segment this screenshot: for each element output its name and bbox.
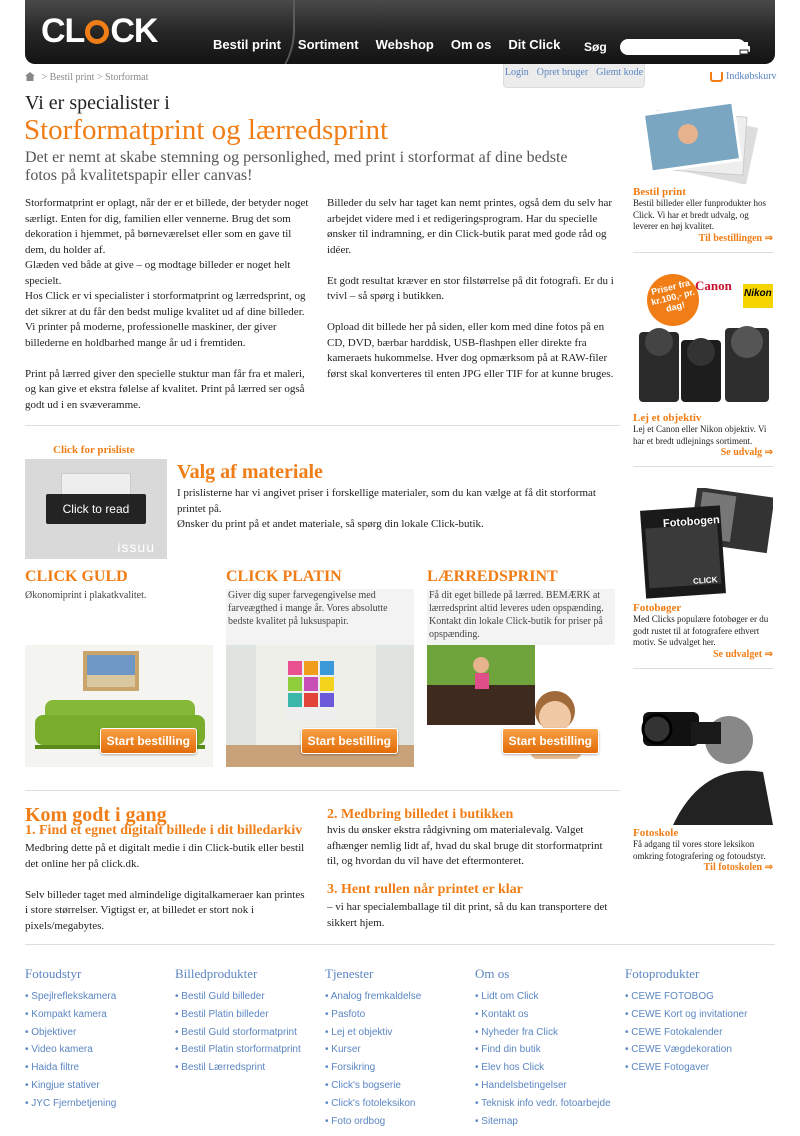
footer-link[interactable]: • Analog fremkaldelse: [325, 988, 475, 1006]
footer-link[interactable]: • Teknisk info vedr. fotoarbejde: [475, 1095, 625, 1113]
divider: [633, 466, 773, 467]
divider: [25, 425, 620, 426]
nikon-logo: Nikon: [744, 288, 772, 299]
step1-p1: Medbring dette på et digitalt medie i din Click-butik eller bestil det online her på click.dk.: [25, 842, 305, 870]
cart-link[interactable]: [710, 71, 777, 82]
footer-link[interactable]: • Haida filtre: [25, 1059, 175, 1077]
arrow-right-icon: ⇒: [764, 447, 773, 458]
product-title: CLICK GULD: [25, 568, 128, 585]
product-desc: Giver dig super farvegengivelse med farveægthed i mange år. Vores absolutte bedste kvalitet på luksuspapir.: [226, 589, 414, 647]
intro-column-1: [25, 196, 313, 429]
footer-link[interactable]: • Forsikring: [325, 1059, 475, 1077]
sidebar-fotoskole: [633, 692, 773, 873]
issuu-logo: issuu: [117, 539, 155, 555]
divider: [633, 668, 773, 669]
material-title: Valg af materiale: [177, 461, 323, 483]
arrow-right-icon: ⇒: [764, 648, 773, 660]
click-to-read-button[interactable]: Click to read: [46, 494, 146, 524]
footer-link[interactable]: • Lidt om Click: [475, 988, 625, 1006]
sidebar-fotoboger: [633, 488, 773, 669]
footer-link[interactable]: • Find din butik: [475, 1041, 625, 1059]
sidebar-link[interactable]: Se udvalg ⇒: [720, 447, 773, 458]
col2-p3: Opload dit billede her på siden, eller kom med dine fotos på en CD, DVD, bærbar harddisk, USB-flashpen eller direkte fra kameraets hukommelse. Hver dog opmærksom på at RAW-filer først skal konverteres til enten JPG eller TIF for at kunne bruges.: [327, 321, 614, 380]
home-icon[interactable]: [25, 72, 35, 81]
col2-p2: Et godt resultat kræver en stor filstørrelse på dit fotografi. Er du i tvivl – så spørg i butikken.: [327, 274, 614, 302]
step2-text: hvis du ønsker ekstra rådgivning om materialevalg. Valget afhænger nemlig lidt af, hvad du skal bruge dit storformatprint til, og hvordan du vil have det eftermonteret.: [327, 824, 603, 867]
footer-link[interactable]: • Objektiver: [25, 1024, 175, 1042]
footer-col-fotoudstyr: [25, 966, 175, 1130]
footer-heading: Om os: [475, 966, 510, 981]
footer-link[interactable]: • Pasfoto: [325, 1006, 475, 1024]
printer-icon[interactable]: [737, 41, 751, 55]
product-click-platin: [226, 568, 414, 748]
step2-title: 2. Medbring billedet i butikken: [327, 807, 514, 822]
nav-dit-click[interactable]: Dit Click: [508, 37, 561, 52]
sidebar-photo[interactable]: [633, 270, 773, 410]
footer-link[interactable]: • Kompakt kamera: [25, 1006, 175, 1024]
account-bar: [503, 64, 645, 88]
sidebar-title: Lej et objektiv: [633, 412, 702, 424]
divider: [633, 252, 773, 253]
header-swoosh: [175, 0, 295, 64]
footer-link[interactable]: • Handelsbetingelser: [475, 1077, 625, 1095]
footer-heading: Tjenester: [325, 966, 374, 981]
product-image[interactable]: [427, 645, 615, 767]
footer-link[interactable]: • Kontakt os: [475, 1006, 625, 1024]
footer-link[interactable]: • Video kamera: [25, 1041, 175, 1059]
footer-link[interactable]: • CEWE Vægdekoration: [625, 1041, 775, 1059]
footer-col-om-os: [475, 966, 625, 1130]
footer-heading: Fotoprodukter: [625, 966, 700, 981]
sidebar-title: Bestil print: [633, 186, 686, 198]
step3-text: – vi har specialemballage til dit print, så du kan transportere det sikkert hjem.: [327, 901, 608, 929]
col1-p1c: Hos Click er vi specialister i storformatprint og lærredsprint, og det sikrer at du får den bedst mulige kvalitet ud af dine billeder. Vi printer på moderne, professionelle maskiner, der giver billederne en holdbarhed mange år ud i fremtiden.: [25, 290, 306, 349]
footer-link[interactable]: • Click's fotoleksikon: [325, 1095, 475, 1113]
divider: [25, 790, 620, 791]
step1-text: [25, 841, 308, 934]
footer-link[interactable]: • Bestil Guld billeder: [175, 988, 325, 1006]
step1-p2: Selv billeder taget med almindelige digitalkameraer kan printes i store størrelser. Vigtigst er, at billedet er stort nok i pixels/megabytes.: [25, 888, 305, 932]
product-image[interactable]: [226, 645, 414, 767]
material-text-1: I prislisterne har vi angivet priser i forskellige materialer, som du kan vælge at få dit storformat printet på.: [177, 487, 596, 515]
footer-link[interactable]: • Bestil Platin billeder: [175, 1006, 325, 1024]
sidebar-link[interactable]: Til fotoskolen ⇒: [703, 862, 773, 873]
sidebar-text: Bestil billeder eller funprodukter hos Click. Vi har et bredt udvalg, og leverer en høj kvalitet.: [633, 198, 766, 231]
footer-link[interactable]: • CEWE Fotokalender: [625, 1024, 775, 1042]
breadcrumb: > Bestil print > Storformat: [25, 72, 148, 83]
sidebar-title: Fotobøger: [633, 602, 682, 614]
footer-heading: Fotoudstyr: [25, 966, 82, 981]
price-badge: Priser fra kr.100,- pr. dag!: [650, 277, 696, 314]
footer-link[interactable]: • Foto ordbog: [325, 1113, 475, 1131]
site-footer: [25, 966, 775, 1130]
col1-p1b: Glæden ved både at give – og modtage billeder er noget helt specielt.: [25, 259, 291, 287]
footer-link[interactable]: • Click's bogserie: [325, 1077, 475, 1095]
footer-col-tjenester: [325, 966, 475, 1130]
site-header: [25, 0, 775, 64]
click-logo[interactable]: CL CK: [41, 12, 158, 50]
footer-link[interactable]: • Elev hos Click: [475, 1059, 625, 1077]
intro-column-2: [327, 196, 615, 398]
sidebar-title: Fotoskole: [633, 827, 679, 839]
cart-label: Indkøbskurv: [726, 71, 777, 82]
footer-link[interactable]: • Nyheder fra Click: [475, 1024, 625, 1042]
footer-col-fotoprodukter: [625, 966, 775, 1130]
footer-link[interactable]: • Bestil Guld storformatprint: [175, 1024, 325, 1042]
intro-lead: Det er nemt at skabe stemning og personlighed, med print i storformat af dine bedste fotos på kvalitetspapir eller canvas!: [25, 149, 568, 184]
nav-bestil-print[interactable]: Bestil print: [213, 37, 281, 52]
sidebar-photo[interactable]: [633, 488, 773, 600]
footer-link[interactable]: • Bestil Platin storformatprint: [175, 1041, 325, 1059]
material-text: [177, 486, 597, 533]
product-title: CLICK PLATIN: [226, 568, 342, 585]
footer-link[interactable]: • Kingjue stativer: [25, 1077, 175, 1095]
logo-ring-icon: [85, 20, 109, 44]
sidebar-text: Få adgang til vores store leksikon omkring fotografering og fotoudstyr.: [633, 839, 766, 861]
breadcrumb-bestil-print[interactable]: Bestil print: [49, 72, 95, 83]
footer-divider: [25, 944, 775, 945]
page-title: Storformatprint og lærredsprint: [24, 114, 389, 146]
search-input[interactable]: [620, 39, 746, 55]
issuu-viewer[interactable]: [25, 459, 167, 559]
footer-link[interactable]: • CEWE FOTOBOG: [625, 988, 775, 1006]
col2-p1: Billeder du selv har taget kan nemt printes, også dem du selv har arbejdet videre med i et redigeringsprogram. Har du specielle ønsker til indramning, er din Click-butik parat med gode råd og idéer.: [327, 197, 613, 256]
nav-webshop[interactable]: Webshop: [375, 37, 434, 52]
pricelist-link[interactable]: Click for prisliste: [53, 444, 135, 456]
footer-link[interactable]: • CEWE Kort og invitationer: [625, 1006, 775, 1024]
getstarted-title: Kom godt i gang: [25, 804, 167, 826]
nav-om-os[interactable]: Om os: [450, 37, 492, 52]
product-laerredsprint: [427, 568, 615, 748]
step3-title: 3. Hent rullen når printet er klar: [327, 882, 523, 897]
photobook-title: Fotobogen: [662, 514, 721, 530]
product-image[interactable]: [25, 645, 213, 767]
col1-p1: Storformatprint er oplagt, når der er et billede, der betyder noget særligt. Enten for dig, familien eller vennerne. Brug det som dekoration i hjemmet, på børneværelset eller som en gave til dem, du holder af.: [25, 197, 309, 256]
cart-icon: [710, 72, 723, 82]
sidebar-link[interactable]: Til bestillingen ⇒: [698, 232, 773, 244]
material-text-2: Ønsker du print på et andet materiale, så spørg din lokale Click-butik.: [177, 518, 484, 530]
footer-link[interactable]: • CEWE Fotogaver: [625, 1059, 775, 1077]
start-order-button[interactable]: Start bestilling: [100, 728, 197, 754]
nav-sortiment[interactable]: Sortiment: [297, 37, 359, 52]
login-link[interactable]: Login: [504, 67, 529, 78]
start-order-button[interactable]: Start bestilling: [301, 728, 398, 754]
photobook-brand: CLICK: [692, 575, 718, 586]
footer-link[interactable]: • Kurser: [325, 1041, 475, 1059]
footer-link[interactable]: • JYC Fjernbetjening: [25, 1095, 175, 1113]
col1-p2: Print på lærred giver den specielle stuktur man får fra et maleri, og kan give et ekstra følelse af kvalitet. Print på lærred ser også godt ud i en svæveramme.: [25, 367, 305, 411]
footer-link[interactable]: • Bestil Lærredsprint: [175, 1059, 325, 1077]
start-order-button[interactable]: Start bestilling: [502, 728, 599, 754]
sidebar-photo[interactable]: [633, 692, 773, 825]
breadcrumb-storformat: Storformat: [105, 72, 149, 83]
product-click-guld: [25, 568, 213, 748]
photo-stack-image: [633, 98, 773, 184]
footer-link[interactable]: • Lej et objektiv: [325, 1024, 475, 1042]
sidebar-lej-objektiv: [633, 270, 773, 467]
photographer-image: [633, 692, 773, 825]
forgot-password-link[interactable]: Glemt kode: [596, 67, 644, 78]
product-title: LÆRREDSPRINT: [427, 568, 558, 585]
sidebar-text: Lej et Canon eller Nikon objektiv. Vi har et bredt udlejnings sortiment.: [633, 424, 767, 446]
arrow-right-icon: ⇒: [764, 232, 773, 244]
step1-title: 1. Find et egnet digitalt billede i dit billedarkiv: [25, 823, 303, 838]
intro-title-small: Vi er specialister i: [25, 92, 170, 114]
footer-link[interactable]: • Sitemap: [475, 1113, 625, 1131]
footer-col-billedprodukter: [175, 966, 325, 1130]
product-desc: Økonomiprint i plakatkvalitet.: [25, 590, 147, 601]
main-nav: [213, 37, 560, 52]
register-link[interactable]: Opret bruger: [536, 67, 589, 78]
sidebar-bestil-print: [633, 98, 773, 253]
product-desc: Få dit eget billede på lærred. BEMÆRK at lærredsprint altid leveres uden opspænding. Kontakt din lokale Click-butik for priser på opspænding.: [427, 589, 615, 647]
sidebar-text: Med Clicks populære fotobøger er du godt rustet til at fotografere ethvert motiv. Se udvalget her.: [633, 614, 769, 647]
arrow-right-icon: ⇒: [764, 862, 773, 873]
canon-logo: Canon: [695, 278, 732, 293]
sidebar-photo[interactable]: [633, 98, 773, 184]
search-label: Søg: [584, 40, 607, 54]
footer-link[interactable]: • Spejlreflekskamera: [25, 988, 175, 1006]
sidebar-link[interactable]: Se udvalget ⇒: [712, 648, 773, 660]
footer-heading: Billedprodukter: [175, 966, 258, 981]
